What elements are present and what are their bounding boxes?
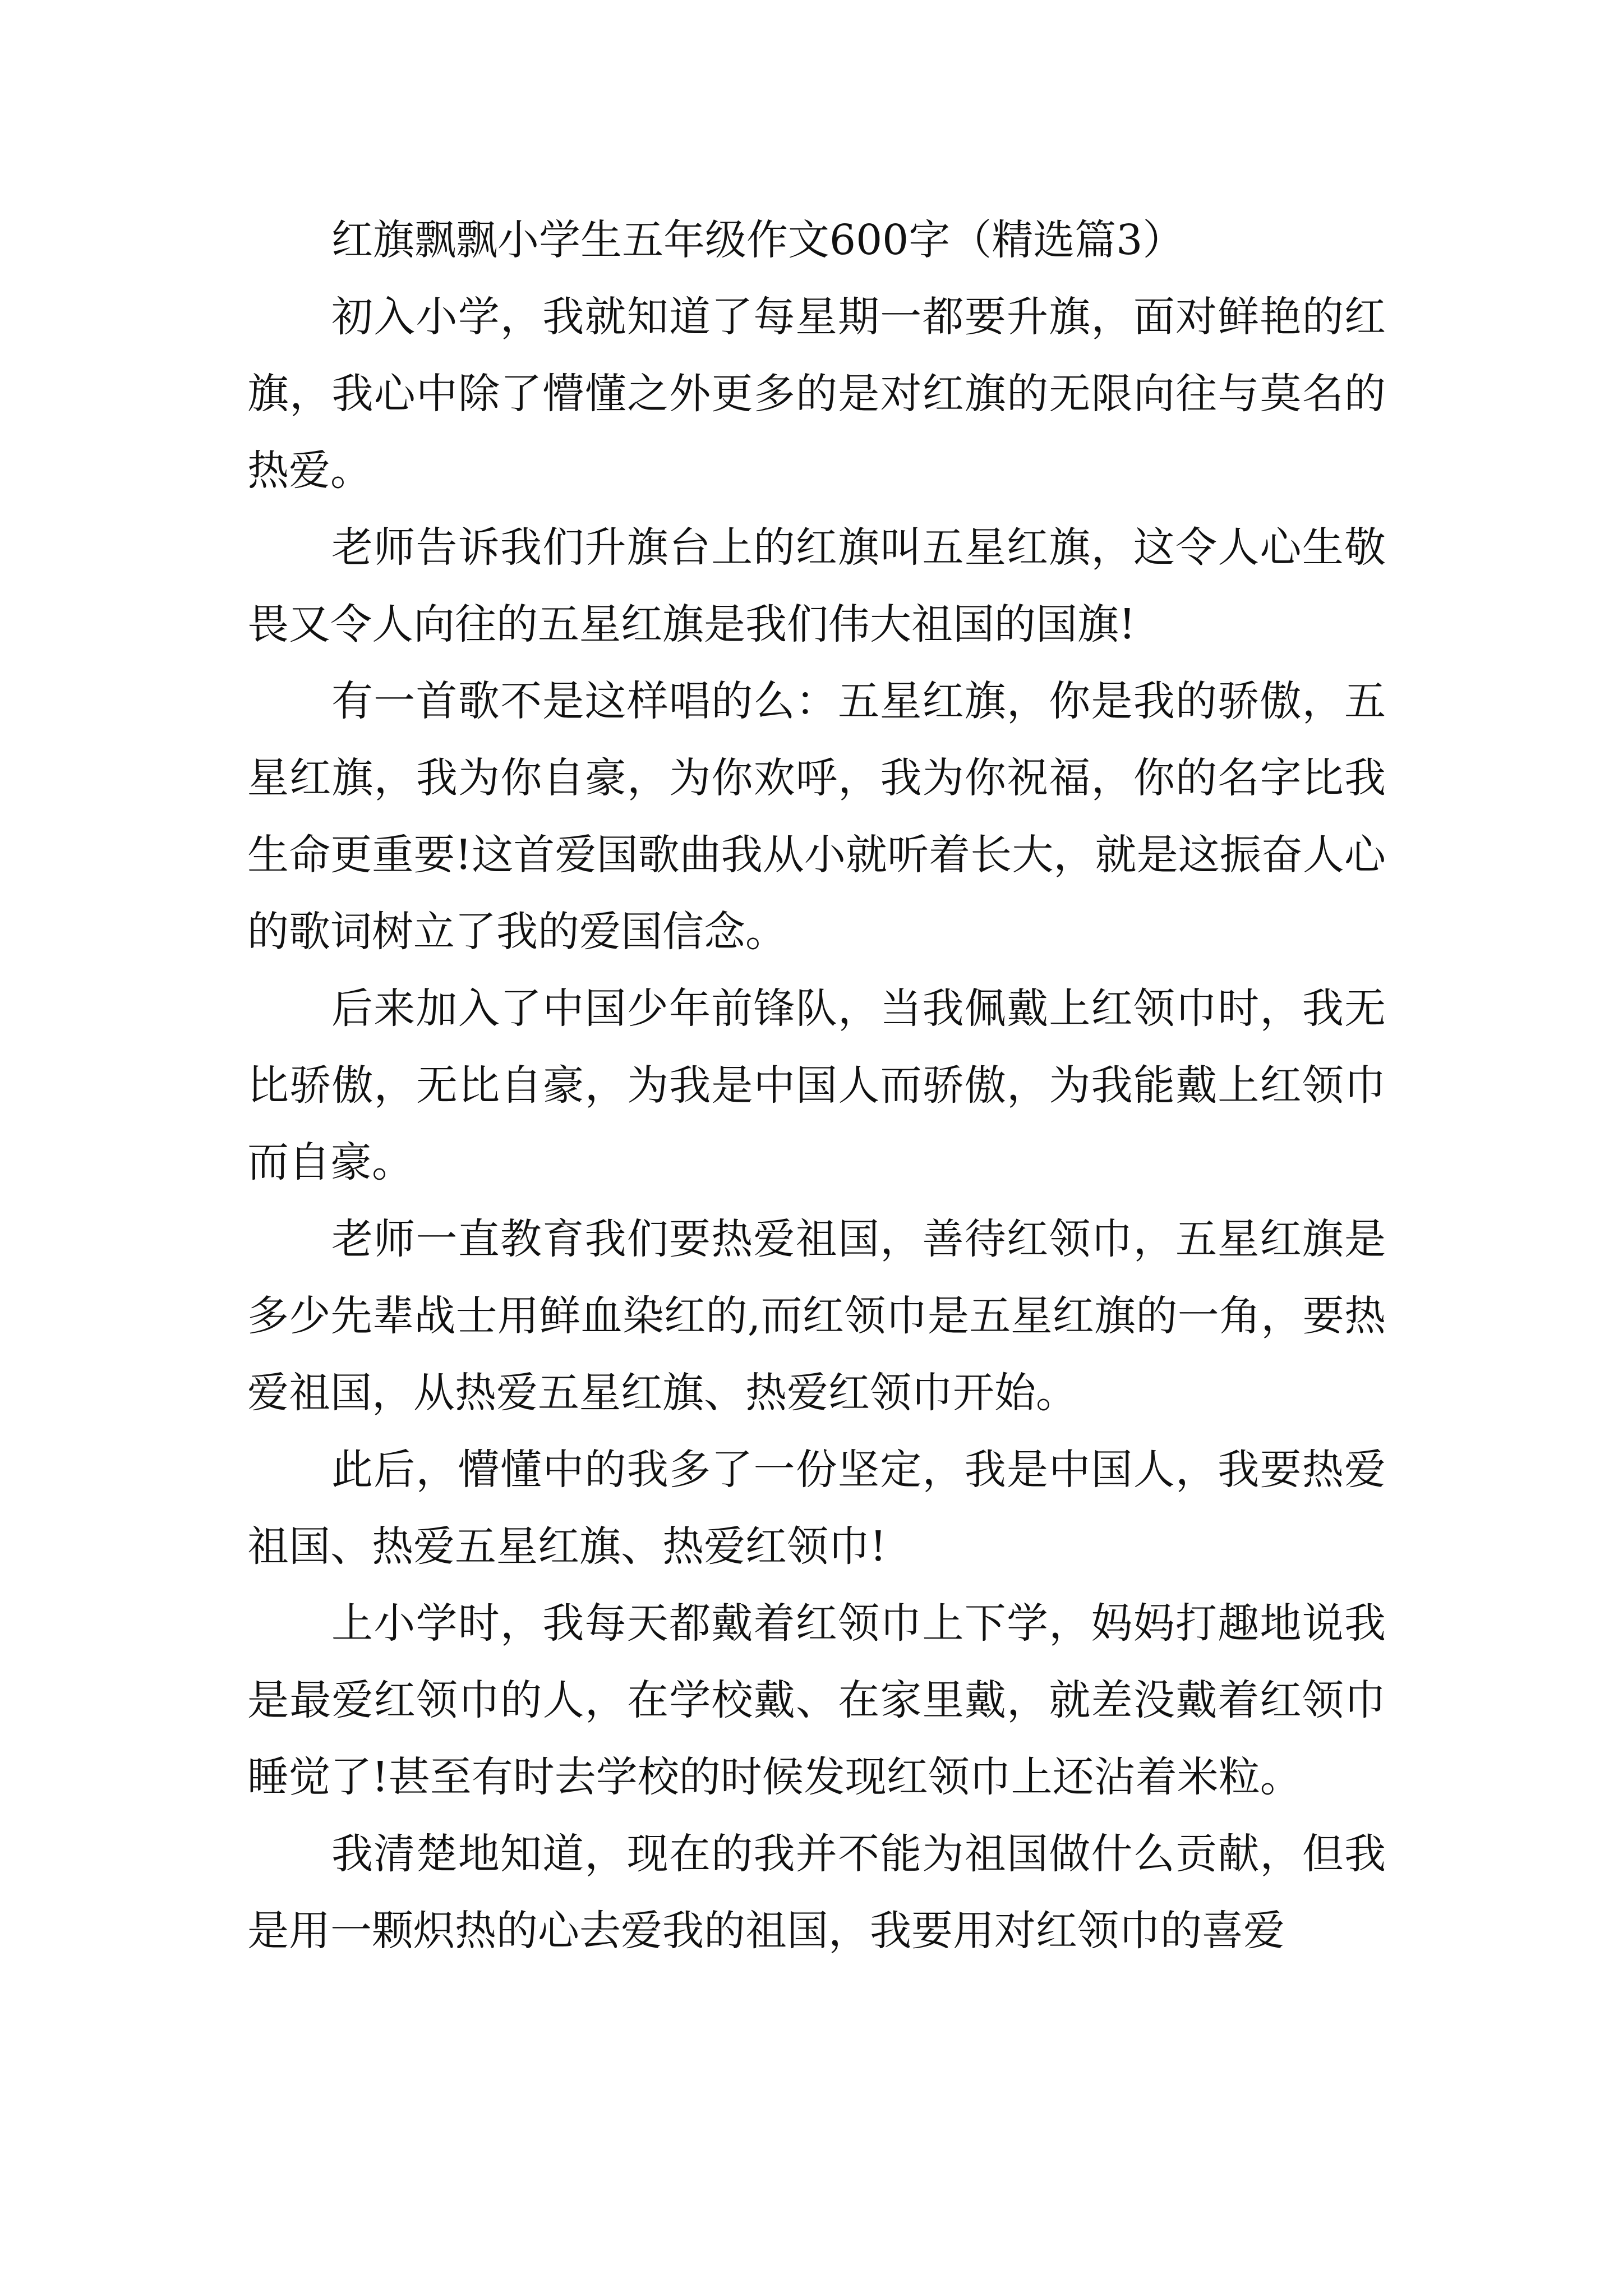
document-title: 红旗飘飘小学生五年级作文600字（精选篇3） [331,216,1184,264]
document-body [247,202,1386,1970]
paragraph-7: 上小学时，我每天都戴着红领巾上下学，妈妈打趣地说我是最爱红领巾的人，在学校戴、在家里戴，就差没戴着红领巾睡觉了!甚至有时去学校的时候发现红领巾上还沾着米粒。 [247,1599,1386,1801]
paragraph-8: 我清楚地知道，现在的我并不能为祖国做什么贡献，但我是用一颗炽热的心去爱我的祖国，我要用对红领巾的喜爱 [247,1830,1386,1955]
paragraph-6: 此后，懵懂中的我多了一份坚定，我是中国人，我要热爱祖国、热爱五星红旗、热爱红领巾! [247,1446,1386,1571]
paragraph-3: 有一首歌不是这样唱的么：五星红旗，你是我的骄傲，五星红旗，我为你自豪，为你欢呼，我为你祝福，你的名字比我生命更重要!这首爱国歌曲我从小就听着长大，就是这振奋人心的歌词树立了我的爱国信念。 [247,677,1386,956]
paragraph-4: 后来加入了中国少年前锋队，当我佩戴上红领巾时，我无比骄傲，无比自豪，为我是中国人而骄傲，为我能戴上红领巾而自豪。 [247,984,1386,1186]
paragraph-5: 老师一直教育我们要热爱祖国，善待红领巾，五星红旗是多少先辈战士用鲜血染红的,而红领巾是五星红旗的一角，要热爱祖国，从热爱五星红旗、热爱红领巾开始。 [247,1215,1386,1417]
paragraph-2: 老师告诉我们升旗台上的红旗叫五星红旗，这令人心生敬畏又令人向往的五星红旗是我们伟大祖国的国旗! [247,523,1386,648]
paragraph-1: 初入小学，我就知道了每星期一都要升旗，面对鲜艳的红旗，我心中除了懵懂之外更多的是对红旗的无限向往与莫名的热爱。 [247,293,1386,495]
